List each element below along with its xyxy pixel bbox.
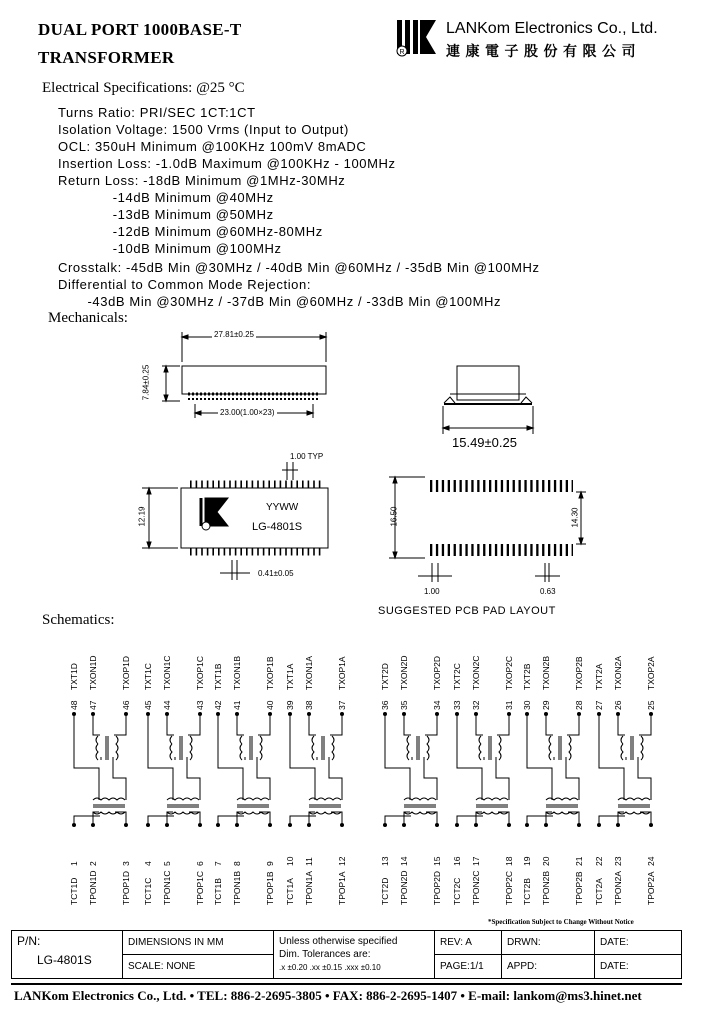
bottom-pin-name: TPON2D: [399, 870, 409, 905]
top-pin-number: 46: [121, 700, 131, 710]
spec-line: -12dB Minimum @60MHz-80MHz: [58, 224, 323, 239]
top-pin-name: TXT1B: [213, 663, 223, 690]
pin-dot: [525, 712, 529, 716]
pin-dot: [307, 712, 311, 716]
wire: [457, 716, 482, 800]
transformer-coil: [116, 736, 118, 760]
bottom-pin-number: 21: [574, 856, 584, 866]
wire: [148, 716, 173, 800]
pin-dot: [649, 712, 653, 716]
transformer-coil: [312, 736, 314, 760]
bottom-pin-name: TPOP2D: [432, 870, 442, 905]
transformer-coil: [641, 736, 643, 760]
dimensions-cell: DIMENSIONS IN MM: [123, 931, 274, 955]
bottom-pin-number: 16: [452, 856, 462, 866]
wire: [599, 816, 625, 823]
pin-dot: [268, 712, 272, 716]
rev-cell: REV: A: [435, 931, 502, 955]
transformer-coil: [240, 736, 242, 760]
wire: [329, 757, 342, 800]
pn-value: LG-4801S: [37, 953, 92, 967]
bottom-pin-name: TPOP2C: [504, 870, 514, 905]
wire: [639, 716, 651, 735]
top-pin-name: TXOP2A: [646, 656, 656, 690]
top-pin-name: TXT2A: [594, 663, 604, 690]
electrical-heading: Electrical Specifications: @25 °C: [42, 80, 245, 96]
marking-date: YYWW: [266, 502, 299, 513]
bottom-pin-number: 23: [613, 856, 623, 866]
pin-dot: [402, 712, 406, 716]
bottom-pin-number: 18: [504, 856, 514, 866]
pin-dot: [616, 712, 620, 716]
dim-end-width: 15.49±0.25: [452, 435, 517, 450]
tolerance-line-2: Dim. Tolerances are:: [279, 949, 371, 960]
bottom-pin-name: TPON2B: [541, 870, 551, 905]
wire: [167, 716, 174, 735]
approved-cell: APPD:: [502, 955, 595, 979]
choke-coil: [476, 798, 508, 800]
pin-dot: [577, 823, 581, 827]
top-pin-name: TXOP1B: [265, 656, 275, 690]
dim-pin-width: 0.41±0.05: [258, 569, 294, 578]
spec-line: -43dB Min @30MHz / -37dB Min @60MHz / -33dB Min @100MHz: [58, 294, 502, 309]
wire: [527, 716, 552, 800]
transformer-coil: [332, 736, 334, 760]
pin-dot: [91, 712, 95, 716]
spec-line: Return Loss: -18dB Minimum @1MHz-30MHz: [58, 173, 346, 188]
pin-dot: [288, 712, 292, 716]
top-pin-number: 27: [594, 700, 604, 710]
wire: [187, 757, 200, 800]
wire: [258, 716, 270, 735]
top-pin-number: 44: [162, 700, 172, 710]
wire: [74, 816, 100, 823]
wire: [290, 716, 315, 800]
transformer-coil: [427, 736, 429, 760]
bottom-pin-name: TPOP1B: [265, 871, 275, 905]
bottom-pin-number: 11: [304, 857, 314, 866]
bottom-pin-name: TPON1B: [232, 870, 242, 905]
bottom-pin-name: TCT1C: [143, 877, 153, 905]
pn-label: P/N:: [17, 934, 41, 948]
choke-coil: [167, 798, 199, 800]
wire: [457, 816, 483, 823]
top-pin-number: 39: [285, 700, 295, 710]
footer-rule: [11, 983, 682, 985]
pin-dot: [340, 712, 344, 716]
wire: [257, 757, 270, 800]
top-pin-number: 34: [432, 700, 442, 710]
pin-dot: [146, 823, 150, 827]
top-pin-name: TXOP2C: [504, 655, 514, 690]
pin-dot: [649, 823, 653, 827]
dim-pad-pitch: 1.00: [424, 587, 440, 596]
bottom-pin-name: TCT1A: [285, 878, 295, 905]
top-pin-name: TXOP1C: [195, 655, 205, 690]
choke-coil: [546, 798, 578, 800]
pin-dot: [198, 823, 202, 827]
wire: [404, 716, 411, 735]
top-pin-name: TXT2B: [522, 663, 532, 690]
bottom-pin-number: 9: [265, 861, 275, 866]
bottom-pin-name: TPON2C: [471, 870, 481, 905]
pin-dot: [91, 823, 95, 827]
top-pin-number: 30: [522, 700, 532, 710]
top-pin-name: TXON2A: [613, 655, 623, 690]
bottom-pin-name: TPOP1A: [337, 871, 347, 905]
wire: [74, 716, 99, 800]
wire: [425, 716, 437, 735]
wire: [567, 716, 579, 735]
dim-pitch-typ: 1.00 TYP: [290, 452, 324, 461]
pin-dot: [402, 823, 406, 827]
company-name-cn: 連 康 電 子 股 份 有 限 公 司: [446, 45, 637, 60]
bottom-pin-name: TPOP2B: [574, 871, 584, 905]
top-pin-number: 38: [304, 700, 314, 710]
transformer-coil: [549, 736, 551, 760]
top-pin-number: 36: [380, 700, 390, 710]
top-pin-name: TXON2C: [471, 655, 481, 690]
top-pin-number: 45: [143, 700, 153, 710]
top-pin-name: TXOP2B: [574, 656, 584, 690]
wire: [309, 716, 316, 735]
top-pin-name: TXOP1A: [337, 656, 347, 690]
top-pin-number: 41: [232, 700, 242, 710]
wire: [148, 816, 174, 823]
bottom-pin-number: 17: [471, 856, 481, 866]
pin-dot: [544, 823, 548, 827]
wire: [218, 816, 244, 823]
spec-line: Differential to Common Mode Rejection:: [58, 277, 312, 292]
dim-height: 7.84±0.25: [141, 364, 151, 401]
spec-line: Crosstalk: -45dB Min @30MHz / -40dB Min @60MHz / -35dB Min @100MHz: [58, 260, 540, 275]
top-pin-name: TXT1A: [285, 663, 295, 690]
bottom-pin-number: 6: [195, 861, 205, 866]
pin-dot: [124, 712, 128, 716]
title-line-2: TRANSFORMER: [38, 48, 175, 67]
footer-contact: LANKom Electronics Co., Ltd. • TEL: 886-2-2695-3805 • FAX: 886-2-2695-1407 • E-mail: lankom@ms3.hinet.net: [14, 988, 642, 1003]
pin-dot: [72, 712, 76, 716]
pin-dot: [72, 823, 76, 827]
top-pin-name: TXT1C: [143, 663, 153, 690]
spec-line: -14dB Minimum @40MHz: [58, 190, 274, 205]
choke-coil: [93, 798, 125, 800]
wire: [290, 816, 316, 823]
bottom-pin-name: TCT2A: [594, 878, 604, 905]
top-pin-number: 25: [646, 700, 656, 710]
bottom-pin-number: 5: [162, 861, 172, 866]
pin-dot: [455, 823, 459, 827]
transformer-coil: [96, 736, 98, 760]
top-pin-number: 40: [265, 700, 275, 710]
pin-dot: [235, 823, 239, 827]
pin-dot: [544, 712, 548, 716]
transformer-coil: [621, 736, 623, 760]
bottom-pin-number: 10: [285, 856, 295, 866]
pin-dot: [216, 712, 220, 716]
pcb-caption: SUGGESTED PCB PAD LAYOUT: [378, 605, 556, 617]
top-pin-number: 31: [504, 700, 514, 710]
spec-line: -13dB Minimum @50MHz: [58, 207, 274, 222]
top-pin-name: TXON2D: [399, 655, 409, 690]
bottom-pin-number: 13: [380, 856, 390, 866]
wire: [330, 716, 342, 735]
choke-coil: [237, 798, 269, 800]
tolerance-line-1: Unless otherwise specified: [279, 936, 398, 947]
pin-dot: [198, 712, 202, 716]
bottom-pin-name: TCT2C: [452, 877, 462, 905]
dim-body-width: 12.19: [137, 506, 147, 527]
pin-dot: [146, 712, 150, 716]
bottom-pin-number: 8: [232, 861, 242, 866]
bottom-pin-name: TPON1C: [162, 870, 172, 905]
bottom-pin-name: TCT1B: [213, 878, 223, 905]
top-pin-number: 43: [195, 700, 205, 710]
pin-dot: [340, 823, 344, 827]
pin-dot: [597, 712, 601, 716]
choke-coil: [618, 798, 650, 800]
bottom-pin-number: 20: [541, 856, 551, 866]
top-pin-name: TXON1D: [88, 655, 98, 690]
bottom-pin-number: 1: [69, 861, 79, 866]
pin-dot: [616, 823, 620, 827]
top-pin-number: 32: [471, 700, 481, 710]
scale-cell: SCALE: NONE: [123, 955, 274, 979]
pin-dot: [124, 823, 128, 827]
wire: [599, 716, 624, 800]
transformer-coil: [170, 736, 172, 760]
top-pin-number: 37: [337, 700, 347, 710]
bottom-pin-number: 19: [522, 856, 532, 866]
wire: [113, 757, 126, 800]
svg-text:R: R: [399, 49, 405, 56]
date-cell-1: DATE:: [595, 931, 682, 955]
pin-dot: [288, 823, 292, 827]
top-pin-name: TXT1D: [69, 663, 79, 690]
top-pin-number: 33: [452, 700, 462, 710]
wire: [218, 716, 243, 800]
top-pin-name: TXON1A: [304, 655, 314, 690]
top-pin-name: TXOP1D: [121, 655, 131, 690]
title-line-1: DUAL PORT 1000BASE-T: [38, 20, 242, 39]
tolerance-cell: [274, 931, 435, 979]
bottom-pin-number: 3: [121, 861, 131, 866]
dim-pitch-total: 23.00(1.00×23): [220, 408, 275, 417]
pin-dot: [165, 823, 169, 827]
title-block: [11, 930, 682, 979]
spec-note: *Specification Subject to Change Without Notice: [488, 918, 634, 926]
bottom-pin-name: TPON1A: [304, 870, 314, 905]
wire: [93, 716, 100, 735]
bottom-pin-number: 12: [337, 856, 347, 866]
top-pin-number: 26: [613, 700, 623, 710]
dim-pad-inner: 14.30: [570, 507, 580, 528]
wire: [618, 716, 625, 735]
choke-coil: [404, 798, 436, 800]
wire: [114, 716, 126, 735]
bottom-pin-number: 15: [432, 856, 442, 866]
pin-dot: [216, 823, 220, 827]
transformer-coil: [499, 736, 501, 760]
spec-line: OCL: 350uH Minimum @100KHz 100mV 8mADC: [58, 139, 367, 154]
dim-pad-outer: 16.50: [389, 506, 399, 527]
dim-pad-width: 0.63: [540, 587, 556, 596]
bottom-pin-name: TCT2B: [522, 878, 532, 905]
wire: [424, 757, 437, 800]
wire: [496, 757, 509, 800]
bottom-pin-name: TPOP2A: [646, 871, 656, 905]
wire: [546, 716, 553, 735]
pin-dot: [435, 823, 439, 827]
pin-dot: [307, 823, 311, 827]
top-pin-name: TXON1C: [162, 655, 172, 690]
top-pin-number: 42: [213, 700, 223, 710]
bottom-pin-number: 14: [399, 856, 409, 866]
pin-dot: [507, 712, 511, 716]
pin-dot: [597, 823, 601, 827]
page-cell: PAGE:1/1: [435, 955, 502, 979]
drawn-cell: DRWN:: [502, 931, 595, 955]
wire: [188, 716, 200, 735]
top-pin-name: TXON1B: [232, 655, 242, 690]
bottom-pin-number: 24: [646, 856, 656, 866]
dim-length: 27.81±0.25: [214, 330, 254, 339]
top-pin-number: 28: [574, 700, 584, 710]
transformer-coil: [479, 736, 481, 760]
bottom-pin-number: 2: [88, 861, 98, 866]
bottom-pin-name: TCT2D: [380, 877, 390, 905]
pin-dot: [474, 712, 478, 716]
top-pin-name: TXOP2D: [432, 655, 442, 690]
pin-dot: [435, 712, 439, 716]
top-pin-number: 48: [69, 700, 79, 710]
wire: [237, 716, 244, 735]
top-pin-number: 47: [88, 700, 98, 710]
wire: [527, 816, 553, 823]
date-cell-2: DATE:: [595, 955, 682, 979]
bottom-pin-name: TPOP1D: [121, 870, 131, 905]
pin-dot: [268, 823, 272, 827]
transformer-coil: [260, 736, 262, 760]
transformer-coil: [407, 736, 409, 760]
top-pin-name: TXON2B: [541, 655, 551, 690]
schematics-heading: Schematics:: [42, 612, 115, 628]
pin-dot: [474, 823, 478, 827]
pin-dot: [235, 712, 239, 716]
bottom-pin-number: 22: [594, 856, 604, 866]
pin-dot: [455, 712, 459, 716]
mechanicals-heading: Mechanicals:: [48, 310, 128, 326]
bottom-pin-number: 7: [213, 861, 223, 866]
part-number-cell: [12, 931, 123, 979]
wire: [497, 716, 509, 735]
spec-line: Turns Ratio: PRI/SEC 1CT:1CT: [58, 105, 256, 120]
tolerance-line-3: .x ±0.20 .xx ±0.15 .xxx ±0.10: [279, 963, 381, 972]
bottom-pin-name: TPON2A: [613, 870, 623, 905]
bottom-pin-name: TCT1D: [69, 877, 79, 905]
wire: [385, 816, 411, 823]
wire: [566, 757, 579, 800]
pin-dot: [383, 712, 387, 716]
pin-dot: [165, 712, 169, 716]
top-pin-name: TXT2C: [452, 663, 462, 690]
pin-dot: [383, 823, 387, 827]
pin-dot: [525, 823, 529, 827]
spec-line: Insertion Loss: -1.0dB Maximum @100KHz - 100MHz: [58, 156, 396, 171]
bottom-pin-number: 4: [143, 861, 153, 866]
wire: [476, 716, 483, 735]
wire: [638, 757, 651, 800]
choke-coil: [309, 798, 341, 800]
spec-line: Isolation Voltage: 1500 Vrms (Input to Output): [58, 122, 349, 137]
top-pin-name: TXT2D: [380, 663, 390, 690]
top-pin-number: 29: [541, 700, 551, 710]
top-pin-number: 35: [399, 700, 409, 710]
transformer-coil: [569, 736, 571, 760]
marking-part: LG-4801S: [252, 521, 303, 533]
bottom-pin-name: TPOP1C: [195, 870, 205, 905]
transformer-coil: [190, 736, 192, 760]
spec-line: -10dB Minimum @100MHz: [58, 241, 282, 256]
company-name-en: LANKom Electronics Co., Ltd.: [446, 20, 658, 37]
pin-dot: [577, 712, 581, 716]
pin-dot: [507, 823, 511, 827]
wire: [385, 716, 410, 800]
bottom-pin-name: TPON1D: [88, 870, 98, 905]
